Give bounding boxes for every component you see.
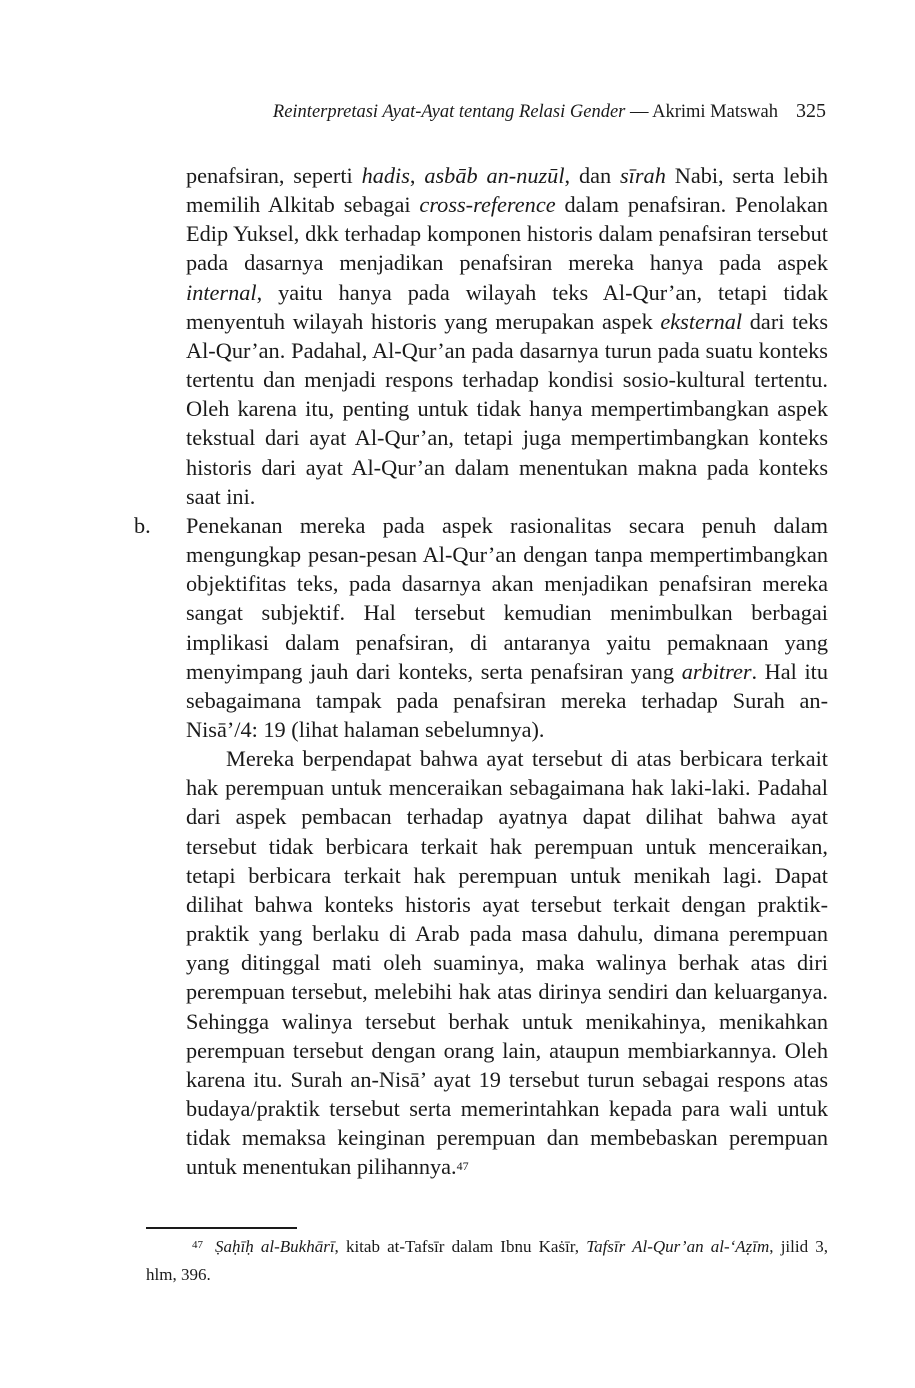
list-item-b (134, 511, 828, 744)
text-run: dari teks Al-Qur’an. Padahal, Al-Qur’an pada dasarnya turun pada suatu konteks tertentu dan menjadi respons terhadap kondisi sosio-kultural tertentu. Oleh karena itu, penting untuk tidak hanya mempertimbangkan aspek tekstual dari ayat Al-Qur’an, tetapi juga mempertimbangkan konteks historis dari ayat Al-Qur’an dalam menentukan makna pada konteks saat ini. (186, 308, 829, 509)
footnote-divider (146, 1227, 297, 1229)
italic-term: hadis (361, 163, 410, 188)
italic-term: sīrah (620, 163, 666, 188)
text-run: Nabi, serta lebih memilih Alkitab sebagai (186, 163, 829, 218)
italic-term: arbitrer (681, 658, 752, 684)
italic-term: Tafsīr Al-Qur’an al-‘Aẓīm (586, 1237, 770, 1256)
running-header (273, 96, 826, 127)
running-author: — Akrimi Matswah (625, 102, 778, 122)
footnote-number: 47 (192, 1239, 203, 1251)
running-title: Reinterpretasi Ayat-Ayat tentang Relasi Gender (272, 102, 626, 122)
italic-term: internal (186, 279, 257, 305)
italic-term: eksternal (660, 308, 743, 334)
footnote (146, 1233, 828, 1289)
italic-term: Ṣaḥīḥ al-Bukhārī (215, 1237, 335, 1256)
text-run: penafsiran, seperti (186, 163, 362, 188)
text-run: , kitab at-Tafsīr dalam Ibnu Kaṡīr, (334, 1237, 587, 1256)
italic-term: asbāb an-nuzūl (424, 163, 565, 188)
text-run: . Hal itu sebagaimana tampak pada penafsiran mereka terhadap Surah an-Nisā’/4: 19 (lihat halaman sebelumnya). (186, 658, 828, 742)
text-run: Penekanan mereka pada aspek rasionalitas secara penuh dalam mengungkap pesan-pesan Al-Qur’an dengan tanpa mempertimbangkan objektifitas teks, pada dasarnya akan menjadikan penafsiran mereka sangat subjektif. Hal tersebut kemudian menimbulkan berbagai implikasi dalam penafsiran, di antaranya yaitu pemaknaan yang menyimpang jauh dari konteks, serta penafsiran yang (186, 512, 828, 684)
text-run: Mereka berpendapat bahwa ayat tersebut di atas berbicara terkait hak perempuan untuk menceraikan sebagaimana hak laki-laki. Padahal dari aspek pembacan terhadap ayatnya dapat dilihat bahwa ayat tersebut tidak berbicara terkait hak perempuan untuk menceraikan, tetapi berbicara terkait hak perempuan untuk menikah lagi. Dapat dilihat bahwa konteks historis ayat tersebut terkait dengan praktik-praktik yang berlaku di Arab pada masa dahulu, dimana perempuan yang ditinggal mati oleh suaminya, maka walinya berhak atas diri perempuan tersebut, melebihi hak atas dirinya sendiri dan keluarganya. Sehingga walinya tersebut berhak untuk menikahinya, menikahkan perempuan tersebut dengan orang lain, ataupun membiarkannya. Oleh karena itu. Surah an-Nisā’ ayat 19 tersebut turun sebagai respons atas budaya/praktik tersebut serta memerintahkan kepada para wali untuk tidak memaksa keinginan perempuan dan membebaskan perempuan untuk menentukan pilihannya. (186, 746, 828, 1180)
body-text (134, 161, 829, 1181)
footnote-reference[interactable]: 47 (456, 1159, 469, 1174)
text-run: dalam penafsiran. Penolakan Edip Yuksel, dkk terhadap komponen historis dalam penafsiran tersebut pada dasarnya menjadikan penafsiran mereka hanya pada aspek (186, 192, 829, 276)
italic-term: cross-reference (419, 192, 556, 218)
text-run: , (409, 163, 425, 188)
paragraph (186, 744, 828, 1181)
page-number: 325 (796, 100, 826, 122)
text-run: , yaitu hanya pada wilayah teks Al-Qur’an, tetapi tidak menyentuh wilayah historis yang merupakan aspek (186, 279, 828, 334)
text-run: , dan (564, 163, 620, 188)
text-run: , jilid 3, hlm, 396. (146, 1237, 828, 1284)
paragraph-continuation (186, 161, 828, 511)
list-marker: b. (134, 512, 151, 538)
